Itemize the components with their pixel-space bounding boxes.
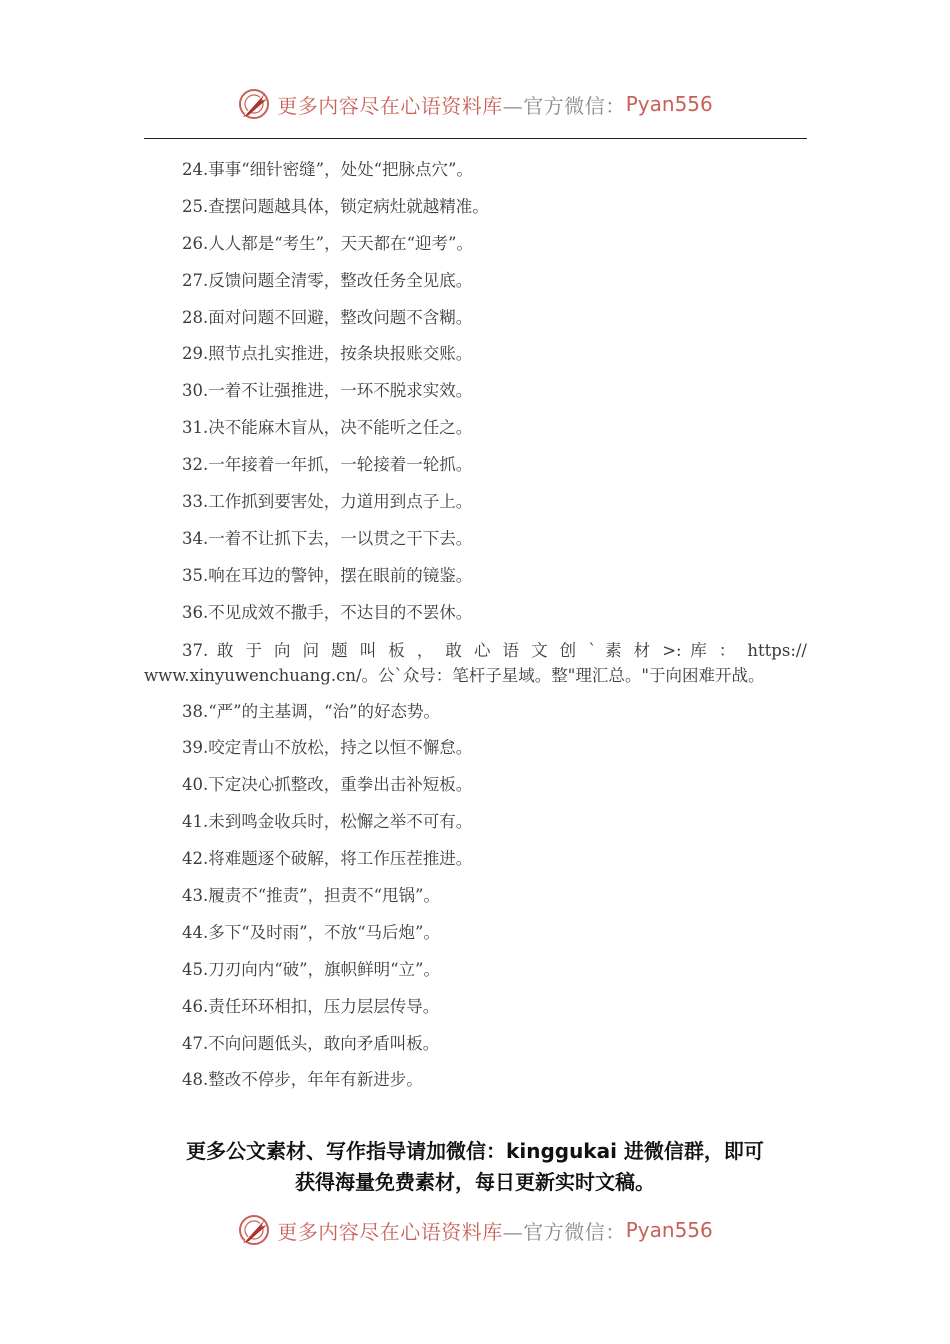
brand-name: 更多内容尽在心语资料库 bbox=[277, 93, 503, 118]
promo-line-1: 更多公文素材、写作指导请加微信：kinggukai 进微信群，即可 bbox=[186, 1139, 764, 1163]
list-item: 24.事事“细针密缝”，处处“把脉点穴”。 bbox=[182, 160, 473, 179]
wechat-id: Pyan556 bbox=[625, 1218, 713, 1242]
promo-note bbox=[0, 1136, 950, 1198]
brand-subtitle: —官方微信： bbox=[502, 93, 626, 118]
list-item: 35.响在耳边的警钟，摆在眼前的镜鉴。 bbox=[182, 565, 473, 585]
list-item: 33.工作抓到要害处，力道用到点子上。 bbox=[182, 492, 473, 512]
list-item: 43.履责不“推责”，担责不“甩锅”。 bbox=[182, 886, 440, 906]
list-item: 46.责任环环相扣，压力层层传导。 bbox=[182, 996, 440, 1016]
list-item: 27.反馈问题全清零，整改任务全见底。 bbox=[182, 270, 473, 290]
list-item: 41.未到鸣金收兵时，松懈之举不可有。 bbox=[182, 812, 473, 832]
page-footer-banner bbox=[0, 1210, 950, 1250]
list-item: 34.一着不让抓下去，一以贯之干下去。 bbox=[182, 528, 473, 548]
list-item: 26.人人都是“考生”，天天都在“迎考”。 bbox=[182, 233, 473, 253]
header-divider bbox=[144, 138, 807, 139]
list-item: 44.多下“及时雨”，不放“马后炮”。 bbox=[182, 922, 440, 942]
brand-subtitle: —官方微信： bbox=[502, 1219, 626, 1244]
list-item-line-2: www.xinyuwenchuang.cn/。公`众号：笔杆子星域。整"理汇总。"于向困难开战。 bbox=[144, 665, 765, 685]
promo-line-2: 获得海量免费素材，每日更新实时文稿。 bbox=[295, 1170, 655, 1194]
list-item: 36.不见成效不撒手，不达目的不罢休。 bbox=[182, 602, 473, 622]
quill-logo-icon bbox=[237, 87, 271, 121]
list-item-line-1: 37. 敢 于 向 问 题 叫 板 ， 敢 心 语 文 创 ` 素 材 >: 库 ： https:// bbox=[182, 640, 807, 660]
list-item: 40.下定决心抓整改，重拳出击补短板。 bbox=[182, 775, 473, 795]
list-item: 29.照节点扎实推进，按条块报账交账。 bbox=[182, 344, 473, 364]
list-item: 42.将难题逐个破解，将工作压茬推进。 bbox=[182, 849, 473, 869]
list-item: 32.一年接着一年抓，一轮接着一轮抓。 bbox=[182, 455, 473, 475]
list-item-wrapped bbox=[0, 632, 950, 694]
list-item: 31.决不能麻木盲从，决不能听之任之。 bbox=[182, 418, 473, 438]
list-item: 30.一着不让强推进，一环不脱求实效。 bbox=[182, 381, 473, 401]
page-header bbox=[0, 84, 950, 124]
list-item: 48.整改不停步，年年有新进步。 bbox=[182, 1070, 423, 1090]
list-item: 45.刀刃向内“破”，旗帜鲜明“立”。 bbox=[182, 959, 440, 979]
list-item: 39.咬定青山不放松，持之以恒不懈怠。 bbox=[182, 738, 473, 758]
wechat-id: Pyan556 bbox=[625, 92, 713, 116]
quill-logo-icon bbox=[237, 1213, 271, 1247]
list-item: 25.查摆问题越具体，锁定病灶就越精准。 bbox=[182, 196, 489, 216]
brand-name: 更多内容尽在心语资料库 bbox=[277, 1219, 503, 1244]
list-item: 47.不向问题低头，敢向矛盾叫板。 bbox=[182, 1033, 440, 1053]
slogan-list bbox=[0, 152, 950, 1099]
list-item: 38.“严”的主基调，“治”的好态势。 bbox=[182, 701, 440, 721]
list-item: 28.面对问题不回避，整改问题不含糊。 bbox=[182, 307, 473, 327]
